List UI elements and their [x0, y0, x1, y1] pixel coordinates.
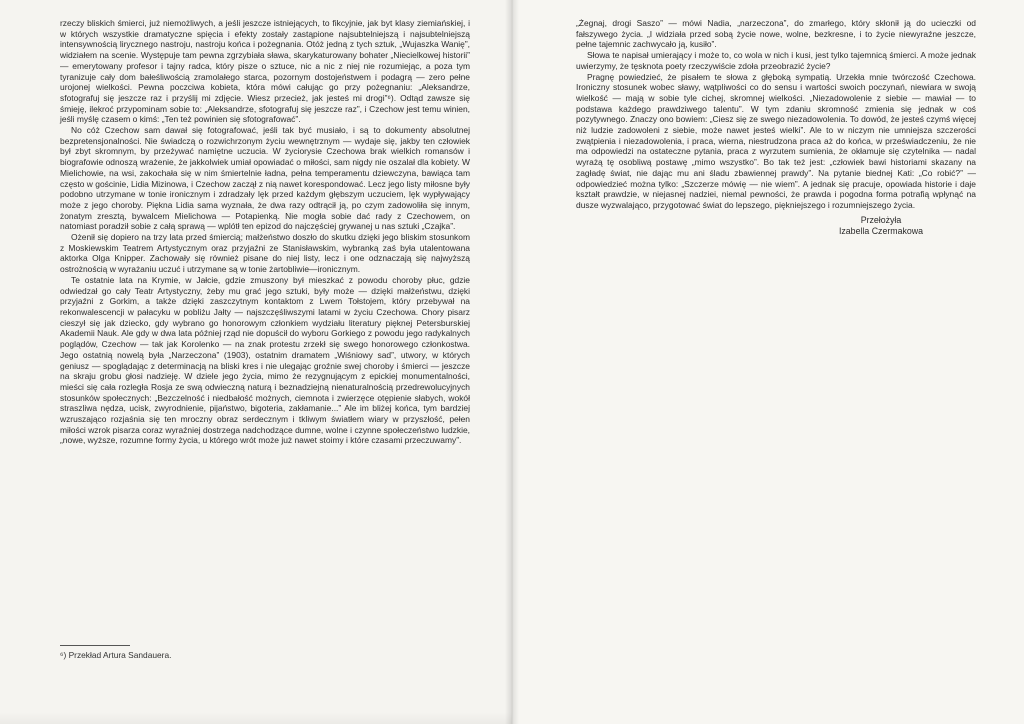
paragraph: „Żegnaj, drogi Saszo” — mówi Nadia, „narzeczona”, do zmarłego, który skłonił ją do ucieczki od fałszywego życia. „I widziała przed sobą życie nowe, wolne, bezkresne, i to życie niewyraźne jeszcze, pełne tajemnic zachwycało ją, kusiło”. — [576, 18, 976, 50]
footnote: ⁶) Przekład Artura Sandauera. — [60, 650, 172, 660]
paragraph: No cóż Czechow sam dawał się fotografować, jeśli tak być musiało, i są to dokumenty absolutnej bezpretensjonalności. Nie świadczą o rozwichrzonym życiu wewnętrznym — wydaje się, jakby ten człowiek był zbyt skromnym, by przeżywać namiętne uczucia. W życiorysie Czechowa brak wielkich romansów i biografowie odnoszą wrażenie, że jakkolwiek umiał opowiadać o miłości, sam nigdy nie oszalał dla kobiety. W Mielichowie, na wsi, zakochała się w nim śmiertelnie ładna, pełna temperamentu dziewczyna, bawiąca tam często w gościnie, Lidia Mizinowa, i Czechow zaczął z nią nawet korespondować. Lecz jego listy miłosne były podobno utrzymane w tonie ironicznym i zdradzały lęk przed każdym głębszym uczuciem, lęk wypływający może z jego choroby. Piękna Lidia sama wyznała, że dwa razy odtrącił ją, po czym zadowoliła się innym, żonatym zresztą, bywalcem Mielichowa — Potapienką. Nie mogła sobie dać rady z Czechowem, on natomiast poradził sobie z całą sprawą — wplótł ten epizod do najczęściej grywanej u nas sztuki „Czajka”. — [60, 125, 470, 232]
translator-name: Izabella Czermakowa — [838, 225, 924, 236]
translator-credit — [576, 215, 976, 237]
right-page-text — [576, 18, 976, 237]
paragraph: Te ostatnie lata na Krymie, w Jałcie, gdzie zmuszony był mieszkać z powodu choroby płuc, gdzie odwiedzał go cały Teatr Artystyczny, żeby mu grać jego sztuki, były może — dzięki małżeństwu, dzięki przyjaźni z Gorkim, a także dzięki zaszczytnym kontaktom z Lwem Tołstojem, który przebywał na rekonwalescencji w pałacyku w pobliżu Jałty — najszczęśliwszymi latami w życiu Czechowa. Chory pisarz cieszył się jak dziecko, gdy wybrano go honorowym członkiem wydziału literatury pięknej Petersburskiej Akademii Nauk. Ale gdy w dwa lata później rząd nie dopuścił do wyboru Gorkiego z powodu jego radykalnych poglądów, Czechow — tak jak Korolenko — na znak protestu zrzekł się swego honorowego członkostwa. Jego ostatnią nowelą była „Narzeczona” (1903), ostatnim dramatem „Wiśniowy sad”, utwory, w których geniusz — spoglądając z determinacją na bliski kres i nie ulegając groźnie swej choroby i śmierci — jeszcze na skraju grobu głosi nadzieję. W dziele jego życia, mimo że rezygnującym z epickiej monumentalności, mieści się cała rozległa Rosja ze swą odwieczną naturą i beznadziejną nienaturalnością przedrewolucyjnych stosunków społecznych: „Bezczelność i niedbałość możnych, ciemnota i zwierzęce otępienie słabych, wokół straszliwa nędza, ucisk, zwyrodnienie, pijaństwo, bigoteria, zakłamanie...” Ale im bliżej końca, tym bardziej wzruszająco rozjaśnia się ten mroczny obraz serdecznym i tkliwym światłem wiary w przyszłość, pełen miłości wzrok pisarza coraz wyraźniej dostrzega nadchodzące dumne, wolne i czynne społeczeństwo ludzkie, „nowe, wyższe, rozumne formy życia, u którego wrót może już nawet stoimy i które czasami przeczuwamy”. — [60, 274, 470, 446]
paragraph: Ożenił się dopiero na trzy lata przed śmiercią; małżeństwo doszło do skutku dzięki jego bliskim stosunkom z Moskiewskim Teatrem Artystycznym oraz przyjaźni ze Stanisławskim, wybranką zaś była utalentowana aktorka Olga Knipper. Zachowały się również pisane do niej listy, lecz i one odznaczają się najwyższą ostrożnością w wyrażaniu uczuć i utrzymane są w tonie żartobliwie—ironicznym. — [60, 232, 470, 275]
paragraph: Pragnę powiedzieć, że pisałem te słowa z głęboką sympatią. Urzekła mnie twórczość Czechowa. Ironiczny stosunek wobec sławy, wątpliwości co do sensu i wartości swoich poczynań, niewiara w swoją wielkość — mają w sobie tyle cichej, skromnej wielkości. „Niezadowolenie z siebie — mawiał — to podstawa każdego prawdziwego talentu”. W tym zdaniu skromność zmienia się jednak w coś pozytywnego. Znaczy ono bowiem: „Ciesz się ze swego niezadowolenia. To dowód, że jesteś czymś więcej niż ludzie zadowoleni z siebie, może nawet jesteś wielki”. Ale to w niczym nie umniejsza szczerości zwątpienia i niezadowolenia, i praca, wierna, niestrudzona praca aż do końca, w przeświadczeniu, że nie ma odpowiedzi na ostateczne pytania, praca z wyrzutem sumienia, że okłamuje się czytelnika — nadal wyrażą tę osobliwą postawę „mimo wszystko”. Bo tak też jest: „człowiek bawi historiami skazany na zagładę świat, nie dając mu ani śladu zbawiennej prawdy”. Na pytanie biednej Kati: „Co robić?” — odpowiedzieć można tylko: „Szczerze mówię — nie wiem”. A jednak się pracuje, opowiada historie i daje kształt prawdzie, w niejasnej nadziei, niemal pewności, że prawda i pogodna forma potrafią wpłynąć na dusze wyzwalająco, przygotować świat do lepszego, piękniejszego i rozumniejszego życia. — [576, 71, 976, 210]
footnote-divider — [60, 645, 130, 646]
page-edge-shadow — [0, 712, 512, 724]
translator-label: Przełożyła — [860, 214, 902, 225]
paragraph: rzeczy bliskich śmierci, już niemożliwych, a jeśli jeszcze istniejących, to fikcyjnie, jak byt klasy ziemiańskiej, i w których wszystkie dramatyczne spięcia i efekty zostały zastąpione najsubtelniejszą i najsubtelniejszą intensywnością lirycznego nastroju, nastroju końca i pożegnania. Otóż jedną z tych sztuk, „Wujaszka Wanię”, widziałem na scenie. Występuje tam pewna zgrzybiała sława, skarykaturowany bohater „Niecielkowej historii” — emerytowany profesor i tajny radca, który pisze o sztuce, nic a nic z niej nie rozumiejąc, a poza tym tyranizuje cały dom bałeśliwością zramolałego starca, pozornym dostojeństwem i podagrą — zero pełne urojonej wielkości. Pewna poczciwa kobieta, która mówi całując go przy pożegnaniu: „Aleksandrze, sfotografuj się jeszcze raz i przyślij mi zdjęcie. Wiesz przecież, jak jesteś mi drogi”⁶). Odtąd zawsze się śmieję, ilekroć przypominam sobie to: „Aleksandrze, sfotografuj się jeszcze raz”, i Czechow jest temu winien, jeśli myślę czasem o kimś: „Ten też powinien się sfotografować”. — [60, 18, 470, 125]
right-page — [512, 0, 1024, 724]
left-page-text — [60, 18, 470, 446]
paragraph: Słowa te napisał umierający i może to, co wola w nich i kusi, jest tylko tajemnicą śmierci. A może jednak uwierzymy, że tęsknota poety rzeczywiście zdoła przeobrazić życie? — [576, 50, 976, 71]
book-gutter — [505, 0, 519, 724]
